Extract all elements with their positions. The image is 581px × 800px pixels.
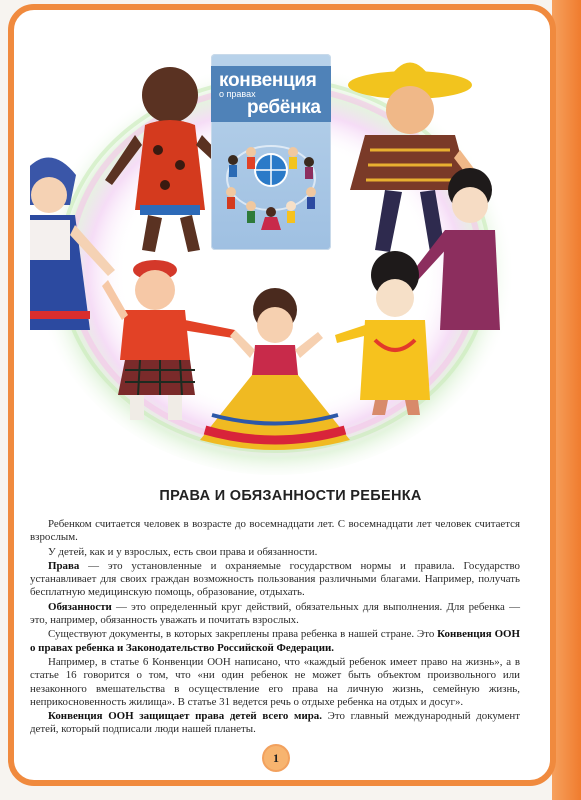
paragraph-text: Например, в статье 6 Конвенции ООН написано, что «каждый ребенок имеет право на жизнь», а в статье 16 говорится о том, что «ни один ребенок не может быть объектом произвольного или незаконного вмешательства в осуществление его права на личную жизнь, семейную жизнь, неприкосновенность жилища». В статье 31 ведется речь о отдыхе ребенка на отдых и досуг». [30, 655, 520, 708]
orange-side-band [552, 0, 581, 800]
cover-title-line1: конвенция [219, 70, 317, 91]
paragraph-text: Ребенком считается человек в возрасте до восемнадцати лет. С восемнадцати лет человек считается взрослым. [30, 518, 520, 544]
cover-title-line2: о правах [219, 89, 256, 99]
paragraph-text: У детей, как и у взрослых, есть свои права и обязанности. [48, 545, 318, 558]
paragraph-text: — это установленные и охраняемые государством нормы и правила. Государство устанавливает для своих граждан возможность пользования различными благами. Например, получать бесплатную медицинскую помощь, образование, отдыхать. [30, 559, 520, 599]
bold-term: Обязанности [48, 600, 112, 613]
paragraph [30, 518, 520, 545]
page-number: 1 [262, 744, 290, 772]
paragraph-text: Это главный международный документ детей, который подписали люди нашей планеты. [30, 710, 520, 736]
cover-title-line3: ребёнка [247, 97, 321, 118]
cover-globe-illustration [211, 130, 331, 250]
paragraph-text: Существуют документы, в которых закреплены права ребенка в нашей стране. Это [48, 628, 438, 641]
article-body [30, 518, 520, 738]
paragraph [30, 560, 520, 600]
page-title: ПРАВА И ОБЯЗАННОСТИ РЕБЕНКА [159, 488, 422, 504]
paragraph [30, 656, 520, 709]
convention-cover [211, 54, 331, 250]
paragraph [30, 546, 520, 559]
paragraph [30, 628, 520, 655]
paragraph-text: — это определенный круг действий, обязательных для выполнения. Для ребенка — это, например, обязанность уважать и почитать взрослых. [30, 600, 520, 627]
paragraph [30, 601, 520, 628]
bold-term: Конвенция ООН о правах ребенка и Законодательство Российской Федерации. [30, 628, 520, 654]
bold-term: Права [48, 559, 80, 572]
paragraph [30, 710, 520, 737]
bold-term: Конвенция ООН защищает права детей всего мира. [48, 710, 322, 723]
